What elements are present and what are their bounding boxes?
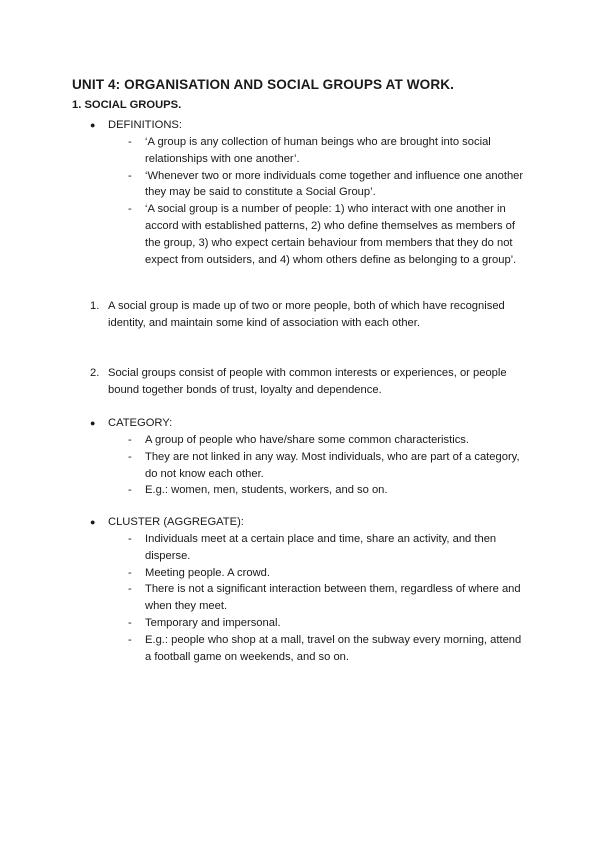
cluster-text: Temporary and impersonal.	[145, 616, 281, 629]
list-item	[0, 531, 525, 565]
cluster-section	[0, 514, 525, 665]
category-text: A group of people who have/share some common characteristics.	[145, 434, 469, 446]
definitions-section	[0, 117, 525, 268]
list-item	[0, 581, 525, 615]
dash-icon: -	[128, 450, 132, 463]
numbered-text: A social group is made up of two or more people, both of which have recognised identity, and maintain some kind of association with each other.	[108, 300, 505, 329]
bullet-icon: ●	[90, 517, 96, 527]
definition-text: ‘Whenever two or more individuals come together and influence one another they may be said to constitute a Social Group’.	[145, 169, 524, 199]
dash-icon: -	[128, 169, 132, 182]
list-item	[0, 168, 525, 202]
dash-icon: -	[128, 136, 132, 148]
list-item	[0, 482, 525, 499]
dash-icon: -	[128, 583, 132, 596]
list-item	[0, 565, 525, 582]
numbered-item-2	[0, 365, 528, 399]
item-number: 2.	[90, 367, 100, 379]
bullet-icon: ●	[90, 418, 96, 428]
cluster-label: CLUSTER (AGGREGATE):	[108, 516, 244, 528]
dash-icon: -	[128, 484, 132, 497]
cluster-text: Individuals meet at a certain place and time, share an activity, and then disperse.	[145, 533, 497, 562]
section-heading: 1. SOCIAL GROUPS.	[72, 99, 182, 111]
list-item	[0, 632, 525, 666]
dash-icon: -	[128, 434, 132, 446]
list-item	[0, 432, 525, 449]
cluster-text: There is not a significant interaction between them, regardless of where and when they meet.	[145, 583, 521, 613]
dash-icon: -	[128, 533, 132, 545]
dash-icon: -	[128, 633, 132, 646]
item-number: 1.	[90, 300, 100, 312]
dash-icon: -	[128, 566, 132, 579]
list-item	[0, 201, 525, 268]
definition-text: ‘A group is any collection of human beings who are brought into social relationships with one another’.	[145, 136, 491, 165]
numbered-text: Social groups consist of people with common interests or experiences, or people bound together bonds of trust, loyalty and dependence.	[108, 367, 507, 396]
dash-icon: -	[128, 616, 132, 629]
cluster-text: Meeting people. A crowd.	[145, 566, 271, 579]
bullet-icon: ●	[90, 120, 96, 130]
cluster-text: E.g.: people who shop at a mall, travel on the subway every morning, attend a football game on weekends, and so on.	[145, 633, 522, 663]
unit-title: UNIT 4: ORGANISATION AND SOCIAL GROUPS AT WORK.	[72, 77, 455, 92]
category-section	[0, 415, 525, 499]
definitions-label: DEFINITIONS:	[108, 119, 182, 131]
numbered-item-1	[0, 298, 528, 332]
list-item	[0, 615, 525, 632]
category-text: E.g.: women, men, students, workers, and so on.	[145, 484, 388, 497]
list-item	[0, 134, 525, 168]
list-item	[0, 449, 525, 483]
category-label: CATEGORY:	[108, 417, 173, 429]
dash-icon: -	[128, 203, 132, 216]
category-text: They are not linked in any way. Most individuals, who are part of a category, do not know each other.	[145, 450, 520, 480]
definition-text: ‘A social group is a number of people: 1) who interact with one another in accord with established patterns, 2) who define themselves as members of the group, 3) who expect certain behaviour from members that they do not expect from outsiders, and 4) whom others define as belonging to a group’.	[145, 203, 517, 266]
